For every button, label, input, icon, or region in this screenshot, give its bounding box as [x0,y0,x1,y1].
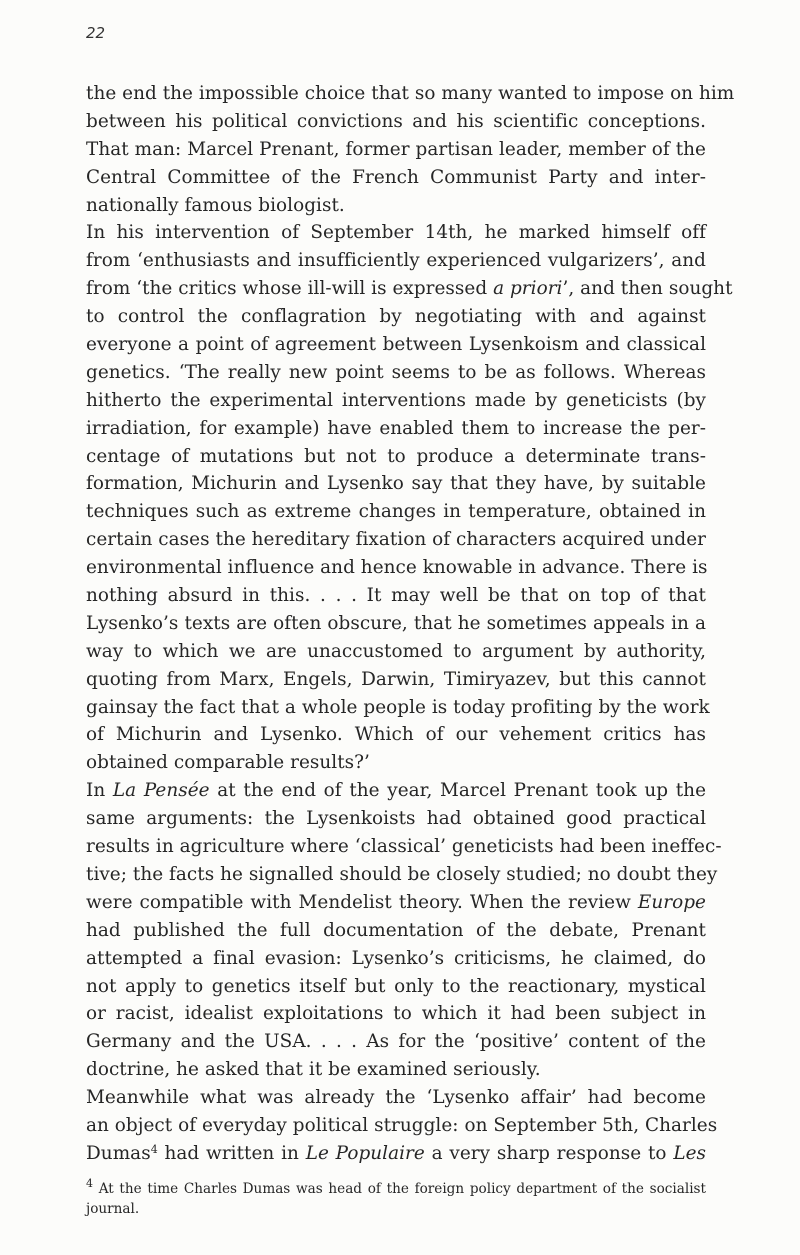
text-line [86,777,706,805]
italic-text: La Pensée [112,780,210,802]
text-line [86,1028,706,1056]
text-line [86,721,706,749]
text-run: irradiation, for example) have enabled them to increase the per- [86,417,706,439]
text-run: Central Committee of the French Communist Party and inter- [86,166,706,188]
text-run: genetics. ‘The really new point seems to be as follows. Whereas [86,361,706,383]
text-run: Meanwhile what was already the ‘Lysenko affair’ had become [86,1087,706,1109]
text-line [86,666,706,694]
text-run: were compatible with Mendelist theory. When the review [86,891,638,913]
text-line [86,387,706,415]
text-run: obtained comparable results?’ [86,752,370,774]
text-line [86,833,722,861]
text-line [86,247,706,275]
text-run: nothing absurd in this. . . . It may well be that on top of that [86,585,706,607]
text-line [86,219,706,247]
text-run: gainsay the fact that a whole people is today profiting by the work [86,696,710,718]
text-run: same arguments: the Lysenkoists had obtained good practical [86,808,706,830]
text-run: At the time Charles Dumas was head of the foreign policy department of the socialist [93,1181,706,1197]
text-line [86,582,706,610]
text-run: hitherto the experimental interventions made by geneticists (by [86,389,706,411]
text-line [86,917,706,945]
text-line [86,136,706,164]
text-line [86,749,706,777]
text-run: Lysenko’s texts are often obscure, that he sometimes appeals in a [86,612,706,634]
text-line [86,415,706,443]
text-line [86,1112,718,1140]
text-line [86,1084,706,1112]
text-run: attempted a final evasion: Lysenko’s criticisms, he claimed, do [86,947,706,969]
text-line [86,1000,706,1028]
text-line [86,80,735,108]
italic-text: Europe [637,891,706,913]
text-line [86,861,718,889]
text-line [86,331,706,359]
text-run: That man: Marcel Prenant, former partisan leader, member of the [86,138,706,160]
text-run: ’, and then sought [562,278,733,300]
footnote-marker: 4 [86,1177,93,1190]
text-line [86,275,733,303]
text-run: an object of everyday political struggle: on September 5th, Charles [86,1114,718,1136]
footnote-marker: 4 [150,1142,158,1156]
text-run: from ‘the critics whose ill-will is expressed [86,278,494,300]
text-run: tive; the facts he signalled should be closely studied; no doubt they [86,863,718,885]
text-run: results in agriculture where ‘classical’ geneticists had been ineffec- [86,836,722,858]
text-line [86,164,706,192]
text-run: at the end of the year, Marcel Prenant took up the [209,780,707,802]
text-line [86,443,706,471]
text-line [86,359,706,387]
italic-text: Les [673,1142,706,1164]
text-run: of Michurin and Lysenko. Which of our vehement critics has [86,724,706,746]
footnote-line [86,1199,706,1219]
text-line [86,1140,706,1168]
body-text [86,80,735,1168]
text-line [86,554,706,582]
text-line [86,973,706,1001]
text-run: between his political convictions and his scientific conceptions. [86,110,706,132]
text-run: Dumas [86,1142,151,1164]
text-line [86,303,706,331]
text-line [86,805,706,833]
text-run: journal. [86,1201,140,1217]
text-run: had written in [157,1142,306,1164]
text-line [86,108,706,136]
text-run: centage of mutations but not to produce a determinate trans- [86,445,706,467]
text-run: the end the impossible choice that so many wanted to impose on him [86,83,735,104]
text-run: everyone a point of agreement between Lysenkoism and classical [86,334,706,356]
text-run: nationally famous biologist. [86,194,345,216]
text-run: or racist, idealist exploitations to which it had been subject in [86,1003,706,1025]
text-line [86,192,706,220]
text-run: environmental influence and hence knowable in advance. There is [86,557,708,579]
text-run: In [86,780,113,802]
text-line [86,945,706,973]
italic-text: Le Populaire [305,1142,425,1164]
text-line [86,498,706,526]
text-line [86,610,706,638]
text-run: had published the full documentation of the debate, Prenant [86,919,706,941]
footnote-line [86,1179,706,1199]
text-line [86,470,706,498]
text-line [86,638,706,666]
footnotes [86,1179,706,1219]
text-line [86,1056,706,1084]
text-run: not apply to genetics itself but only to the reactionary, mystical [86,975,706,997]
page-number: 22 [86,24,106,42]
text-run: quoting from Marx, Engels, Darwin, Timiryazev, but this cannot [86,668,706,690]
text-run: certain cases the hereditary fixation of characters acquired under [86,529,706,551]
text-run: a very sharp response to [424,1142,674,1164]
text-line [86,526,706,554]
text-run: formation, Michurin and Lysenko say that they have, by suitable [86,473,706,495]
text-run: doctrine, he asked that it be examined seriously. [86,1059,541,1081]
italic-text: a priori [493,278,563,300]
text-line [86,889,706,917]
text-line [86,694,710,722]
text-run: Germany and the USA. . . . As for the ‘positive’ content of the [86,1031,706,1053]
text-run: to control the conflagration by negotiating with and against [86,306,706,328]
text-run: from ‘enthusiasts and insufficiently experienced vulgarizers’, and [86,250,706,272]
text-run: way to which we are unaccustomed to argument by authority, [86,640,706,662]
text-run: techniques such as extreme changes in temperature, obtained in [86,501,706,523]
text-run: In his intervention of September 14th, he marked himself off [86,222,706,244]
